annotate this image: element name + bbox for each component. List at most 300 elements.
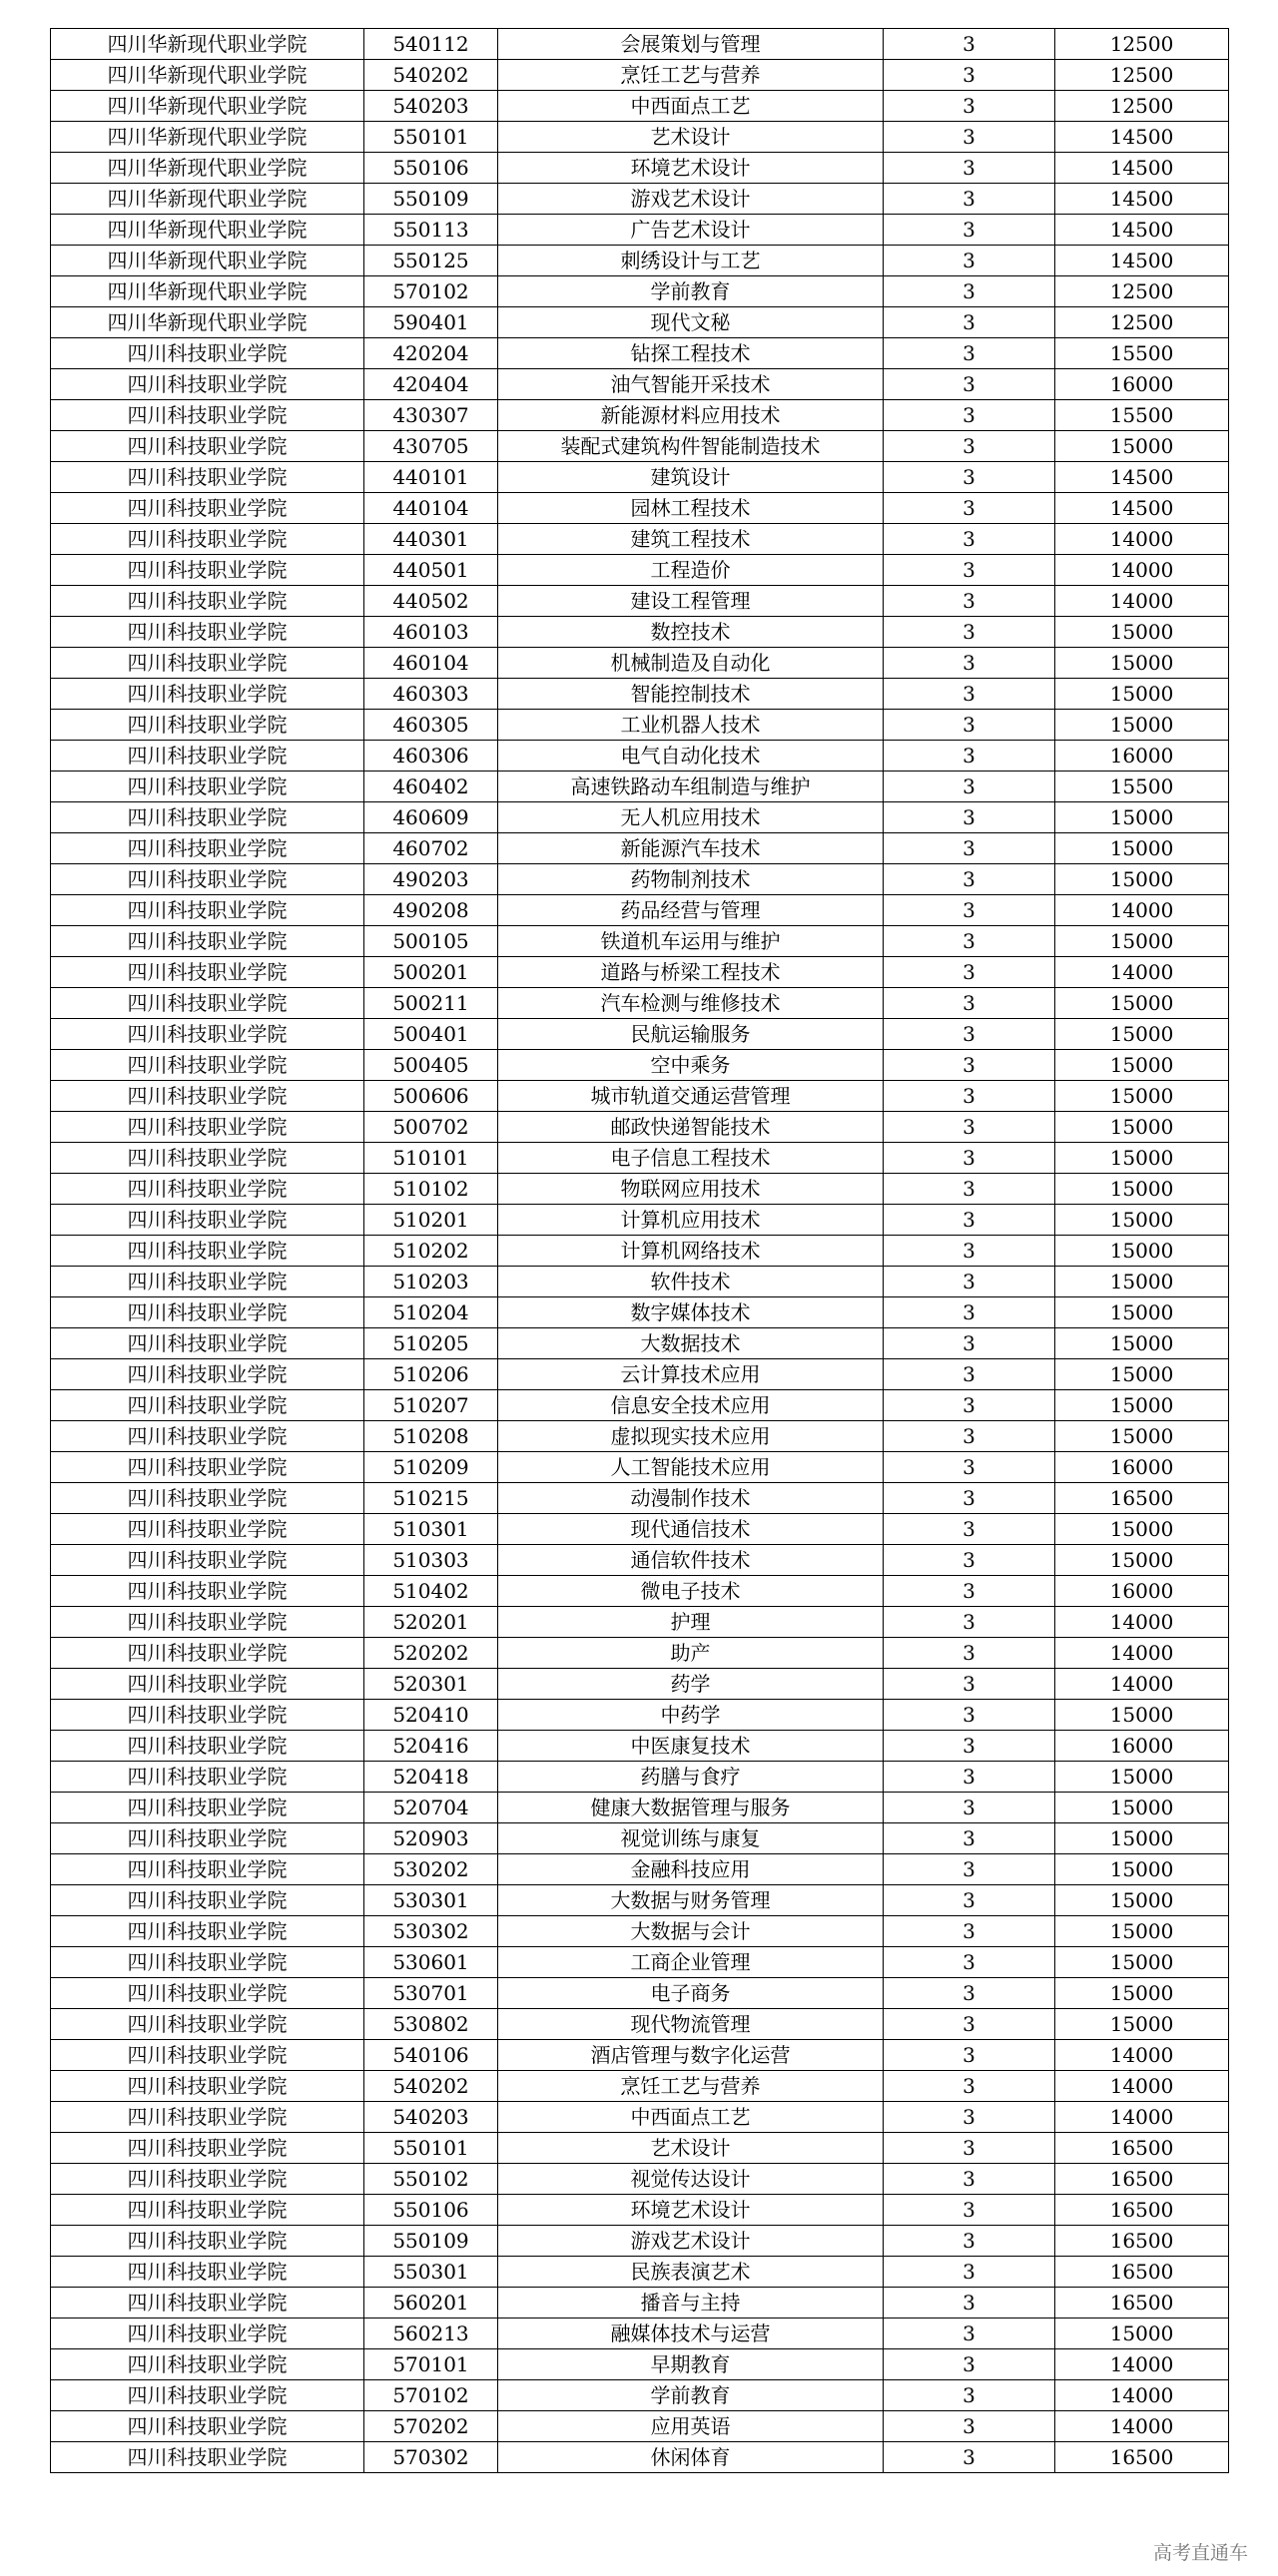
major-name-cell: 工程造价 <box>498 555 884 586</box>
tuition-cell: 14000 <box>1055 1607 1229 1638</box>
major-code-cell: 570102 <box>364 2380 498 2411</box>
tuition-cell: 16500 <box>1055 2133 1229 2164</box>
major-code-cell: 530202 <box>364 1854 498 1885</box>
major-code-cell: 540202 <box>364 60 498 91</box>
school-name-cell: 四川科技职业学院 <box>51 2442 364 2473</box>
school-name-cell: 四川科技职业学院 <box>51 1359 364 1390</box>
table-row <box>51 1421 1229 1452</box>
major-name-cell: 新能源材料应用技术 <box>498 400 884 431</box>
major-name-cell: 应用英语 <box>498 2411 884 2442</box>
major-name-cell: 中西面点工艺 <box>498 91 884 122</box>
table-row <box>51 1700 1229 1731</box>
major-name-cell: 游戏艺术设计 <box>498 184 884 215</box>
major-name-cell: 空中乘务 <box>498 1050 884 1081</box>
major-name-cell: 学前教育 <box>498 276 884 307</box>
major-name-cell: 建设工程管理 <box>498 586 884 617</box>
duration-cell: 3 <box>884 2195 1055 2226</box>
duration-cell: 3 <box>884 2133 1055 2164</box>
tuition-cell: 15000 <box>1055 1143 1229 1174</box>
watermark-label: 高考直通车 <box>1152 2542 1248 2564</box>
duration-cell: 3 <box>884 710 1055 741</box>
tuition-cell: 15000 <box>1055 1700 1229 1731</box>
major-name-cell: 休闲体育 <box>498 2442 884 2473</box>
table-row <box>51 1174 1229 1205</box>
duration-cell: 3 <box>884 2257 1055 2288</box>
major-code-cell: 550106 <box>364 2195 498 2226</box>
duration-cell: 3 <box>884 246 1055 276</box>
tuition-cell: 15000 <box>1055 1081 1229 1112</box>
major-code-cell: 510204 <box>364 1297 498 1328</box>
major-code-cell: 490208 <box>364 895 498 926</box>
school-name-cell: 四川科技职业学院 <box>51 1081 364 1112</box>
table-row <box>51 2442 1229 2473</box>
duration-cell: 3 <box>884 772 1055 802</box>
major-code-cell: 550109 <box>364 2226 498 2257</box>
school-name-cell: 四川科技职业学院 <box>51 2380 364 2411</box>
major-code-cell: 420204 <box>364 338 498 369</box>
duration-cell: 3 <box>884 1793 1055 1823</box>
major-code-cell: 500211 <box>364 988 498 1019</box>
school-name-cell: 四川科技职业学院 <box>51 1793 364 1823</box>
tuition-cell: 16000 <box>1055 1452 1229 1483</box>
school-name-cell: 四川科技职业学院 <box>51 2071 364 2102</box>
major-name-cell: 汽车检测与维修技术 <box>498 988 884 1019</box>
major-code-cell: 420404 <box>364 369 498 400</box>
table-row <box>51 555 1229 586</box>
major-code-cell: 550102 <box>364 2164 498 2195</box>
table-row <box>51 864 1229 895</box>
major-code-cell: 570102 <box>364 276 498 307</box>
major-name-cell: 建筑设计 <box>498 462 884 493</box>
major-code-cell: 440501 <box>364 555 498 586</box>
duration-cell: 3 <box>884 2071 1055 2102</box>
major-code-cell: 530802 <box>364 2009 498 2040</box>
table-row <box>51 1205 1229 1236</box>
duration-cell: 3 <box>884 215 1055 246</box>
tuition-cell: 16000 <box>1055 369 1229 400</box>
table-row <box>51 1390 1229 1421</box>
school-name-cell: 四川华新现代职业学院 <box>51 307 364 338</box>
school-name-cell: 四川科技职业学院 <box>51 1421 364 1452</box>
major-name-cell: 城市轨道交通运营管理 <box>498 1081 884 1112</box>
table-row <box>51 1236 1229 1267</box>
school-name-cell: 四川科技职业学院 <box>51 1762 364 1793</box>
school-name-cell: 四川科技职业学院 <box>51 2318 364 2349</box>
tuition-cell: 15000 <box>1055 1947 1229 1978</box>
tuition-cell: 12500 <box>1055 29 1229 60</box>
duration-cell: 3 <box>884 60 1055 91</box>
tuition-cell: 15000 <box>1055 1823 1229 1854</box>
duration-cell: 3 <box>884 1050 1055 1081</box>
duration-cell: 3 <box>884 864 1055 895</box>
major-code-cell: 570202 <box>364 2411 498 2442</box>
major-name-cell: 建筑工程技术 <box>498 524 884 555</box>
duration-cell: 3 <box>884 2411 1055 2442</box>
school-name-cell: 四川科技职业学院 <box>51 1576 364 1607</box>
duration-cell: 3 <box>884 1205 1055 1236</box>
major-name-cell: 物联网应用技术 <box>498 1174 884 1205</box>
major-name-cell: 艺术设计 <box>498 2133 884 2164</box>
duration-cell: 3 <box>884 1885 1055 1916</box>
major-name-cell: 信息安全技术应用 <box>498 1390 884 1421</box>
tuition-cell: 15000 <box>1055 2009 1229 2040</box>
table-row <box>51 1297 1229 1328</box>
major-name-cell: 虚拟现实技术应用 <box>498 1421 884 1452</box>
school-name-cell: 四川科技职业学院 <box>51 648 364 679</box>
table-row <box>51 1607 1229 1638</box>
school-name-cell: 四川科技职业学院 <box>51 1916 364 1947</box>
duration-cell: 3 <box>884 1297 1055 1328</box>
major-code-cell: 460306 <box>364 741 498 772</box>
table-row <box>51 400 1229 431</box>
duration-cell: 3 <box>884 369 1055 400</box>
school-name-cell: 四川科技职业学院 <box>51 741 364 772</box>
duration-cell: 3 <box>884 1390 1055 1421</box>
table-row <box>51 926 1229 957</box>
major-name-cell: 学前教育 <box>498 2380 884 2411</box>
tuition-cell: 14500 <box>1055 215 1229 246</box>
tuition-cell: 14000 <box>1055 524 1229 555</box>
tuition-cell: 14500 <box>1055 462 1229 493</box>
major-code-cell: 500702 <box>364 1112 498 1143</box>
table-row <box>51 802 1229 833</box>
major-name-cell: 邮政快递智能技术 <box>498 1112 884 1143</box>
tuition-cell: 15000 <box>1055 926 1229 957</box>
major-name-cell: 园林工程技术 <box>498 493 884 524</box>
school-name-cell: 四川科技职业学院 <box>51 1514 364 1545</box>
tuition-cell: 15000 <box>1055 1916 1229 1947</box>
major-code-cell: 510301 <box>364 1514 498 1545</box>
table-row <box>51 493 1229 524</box>
duration-cell: 3 <box>884 2288 1055 2318</box>
school-name-cell: 四川科技职业学院 <box>51 772 364 802</box>
major-code-cell: 550101 <box>364 2133 498 2164</box>
duration-cell: 3 <box>884 1978 1055 2009</box>
table-row <box>51 1669 1229 1700</box>
duration-cell: 3 <box>884 1267 1055 1297</box>
major-name-cell: 高速铁路动车组制造与维护 <box>498 772 884 802</box>
duration-cell: 3 <box>884 741 1055 772</box>
major-code-cell: 570101 <box>364 2349 498 2380</box>
tuition-cell: 15000 <box>1055 679 1229 710</box>
tuition-cell: 16500 <box>1055 2164 1229 2195</box>
table-row <box>51 1916 1229 1947</box>
school-name-cell: 四川科技职业学院 <box>51 957 364 988</box>
school-name-cell: 四川科技职业学院 <box>51 1823 364 1854</box>
major-name-cell: 人工智能技术应用 <box>498 1452 884 1483</box>
school-name-cell: 四川科技职业学院 <box>51 1978 364 2009</box>
duration-cell: 3 <box>884 2040 1055 2071</box>
major-code-cell: 460303 <box>364 679 498 710</box>
major-name-cell: 道路与桥梁工程技术 <box>498 957 884 988</box>
school-name-cell: 四川科技职业学院 <box>51 462 364 493</box>
major-name-cell: 智能控制技术 <box>498 679 884 710</box>
duration-cell: 3 <box>884 2009 1055 2040</box>
table-row <box>51 1762 1229 1793</box>
major-code-cell: 540106 <box>364 2040 498 2071</box>
school-name-cell: 四川科技职业学院 <box>51 524 364 555</box>
major-name-cell: 电气自动化技术 <box>498 741 884 772</box>
duration-cell: 3 <box>884 1607 1055 1638</box>
school-name-cell: 四川科技职业学院 <box>51 1267 364 1297</box>
school-name-cell: 四川科技职业学院 <box>51 1297 364 1328</box>
major-code-cell: 560213 <box>364 2318 498 2349</box>
tuition-cell: 16500 <box>1055 2195 1229 2226</box>
tuition-cell: 14000 <box>1055 2411 1229 2442</box>
duration-cell: 3 <box>884 1328 1055 1359</box>
tuition-cell: 15000 <box>1055 833 1229 864</box>
major-code-cell: 520416 <box>364 1731 498 1762</box>
duration-cell: 3 <box>884 1762 1055 1793</box>
major-code-cell: 510102 <box>364 1174 498 1205</box>
major-name-cell: 广告艺术设计 <box>498 215 884 246</box>
table-row <box>51 338 1229 369</box>
major-code-cell: 510101 <box>364 1143 498 1174</box>
duration-cell: 3 <box>884 29 1055 60</box>
major-name-cell: 药膳与食疗 <box>498 1762 884 1793</box>
major-name-cell: 烹饪工艺与营养 <box>498 2071 884 2102</box>
table-row <box>51 2102 1229 2133</box>
duration-cell: 3 <box>884 1452 1055 1483</box>
table-row <box>51 2349 1229 2380</box>
major-name-cell: 计算机网络技术 <box>498 1236 884 1267</box>
school-name-cell: 四川科技职业学院 <box>51 1638 364 1669</box>
duration-cell: 3 <box>884 1081 1055 1112</box>
school-name-cell: 四川科技职业学院 <box>51 2288 364 2318</box>
school-name-cell: 四川科技职业学院 <box>51 926 364 957</box>
major-name-cell: 药学 <box>498 1669 884 1700</box>
tuition-cell: 15000 <box>1055 1762 1229 1793</box>
tuition-cell: 14000 <box>1055 2102 1229 2133</box>
tuition-cell: 14500 <box>1055 122 1229 153</box>
school-name-cell: 四川科技职业学院 <box>51 2226 364 2257</box>
school-name-cell: 四川科技职业学院 <box>51 2349 364 2380</box>
table-row <box>51 833 1229 864</box>
duration-cell: 3 <box>884 1700 1055 1731</box>
tuition-cell: 15000 <box>1055 431 1229 462</box>
major-name-cell: 数控技术 <box>498 617 884 648</box>
school-name-cell: 四川科技职业学院 <box>51 617 364 648</box>
school-name-cell: 四川科技职业学院 <box>51 2009 364 2040</box>
duration-cell: 3 <box>884 338 1055 369</box>
table-row <box>51 2226 1229 2257</box>
major-name-cell: 工商企业管理 <box>498 1947 884 1978</box>
table-row <box>51 1545 1229 1576</box>
school-name-cell: 四川华新现代职业学院 <box>51 91 364 122</box>
major-code-cell: 460702 <box>364 833 498 864</box>
tuition-cell: 15500 <box>1055 400 1229 431</box>
duration-cell: 3 <box>884 1483 1055 1514</box>
major-name-cell: 钻探工程技术 <box>498 338 884 369</box>
major-name-cell: 工业机器人技术 <box>498 710 884 741</box>
table-row <box>51 1576 1229 1607</box>
major-name-cell: 新能源汽车技术 <box>498 833 884 864</box>
major-code-cell: 550301 <box>364 2257 498 2288</box>
major-code-cell: 500405 <box>364 1050 498 1081</box>
tuition-cell: 15000 <box>1055 1854 1229 1885</box>
major-code-cell: 460402 <box>364 772 498 802</box>
table-row <box>51 1359 1229 1390</box>
major-name-cell: 大数据与财务管理 <box>498 1885 884 1916</box>
tuition-cell: 16500 <box>1055 2226 1229 2257</box>
school-name-cell: 四川华新现代职业学院 <box>51 276 364 307</box>
table-row <box>51 988 1229 1019</box>
major-name-cell: 融媒体技术与运营 <box>498 2318 884 2349</box>
table-row <box>51 1112 1229 1143</box>
table-row <box>51 2411 1229 2442</box>
school-name-cell: 四川科技职业学院 <box>51 431 364 462</box>
tuition-cell: 15000 <box>1055 1205 1229 1236</box>
school-name-cell: 四川科技职业学院 <box>51 1143 364 1174</box>
major-name-cell: 金融科技应用 <box>498 1854 884 1885</box>
major-name-cell: 药物制剂技术 <box>498 864 884 895</box>
tuition-cell: 14000 <box>1055 1669 1229 1700</box>
tuition-cell: 15000 <box>1055 1267 1229 1297</box>
tuition-table <box>50 28 1229 2473</box>
table-row <box>51 184 1229 215</box>
table-row <box>51 772 1229 802</box>
major-code-cell: 440301 <box>364 524 498 555</box>
table-row <box>51 462 1229 493</box>
table-row <box>51 586 1229 617</box>
table-row <box>51 2071 1229 2102</box>
major-code-cell: 510215 <box>364 1483 498 1514</box>
tuition-cell: 15000 <box>1055 988 1229 1019</box>
major-code-cell: 510303 <box>364 1545 498 1576</box>
tuition-cell: 16500 <box>1055 2257 1229 2288</box>
duration-cell: 3 <box>884 1731 1055 1762</box>
major-code-cell: 440101 <box>364 462 498 493</box>
major-code-cell: 520201 <box>364 1607 498 1638</box>
major-code-cell: 510202 <box>364 1236 498 1267</box>
major-code-cell: 520301 <box>364 1669 498 1700</box>
tuition-cell: 16500 <box>1055 2288 1229 2318</box>
school-name-cell: 四川华新现代职业学院 <box>51 215 364 246</box>
tuition-cell: 15000 <box>1055 1328 1229 1359</box>
school-name-cell: 四川华新现代职业学院 <box>51 29 364 60</box>
tuition-cell: 16000 <box>1055 1731 1229 1762</box>
school-name-cell: 四川科技职业学院 <box>51 1854 364 1885</box>
school-name-cell: 四川科技职业学院 <box>51 1112 364 1143</box>
table-row <box>51 679 1229 710</box>
table-row <box>51 1483 1229 1514</box>
major-code-cell: 510208 <box>364 1421 498 1452</box>
major-code-cell: 460103 <box>364 617 498 648</box>
school-name-cell: 四川科技职业学院 <box>51 864 364 895</box>
tuition-cell: 15000 <box>1055 1793 1229 1823</box>
school-name-cell: 四川科技职业学院 <box>51 2133 364 2164</box>
table-row <box>51 524 1229 555</box>
duration-cell: 3 <box>884 1143 1055 1174</box>
major-code-cell: 460609 <box>364 802 498 833</box>
table-row <box>51 1452 1229 1483</box>
tuition-cell: 14500 <box>1055 246 1229 276</box>
tuition-cell: 12500 <box>1055 91 1229 122</box>
tuition-cell: 15500 <box>1055 338 1229 369</box>
duration-cell: 3 <box>884 802 1055 833</box>
major-code-cell: 510209 <box>364 1452 498 1483</box>
major-code-cell: 520418 <box>364 1762 498 1793</box>
major-code-cell: 510402 <box>364 1576 498 1607</box>
school-name-cell: 四川科技职业学院 <box>51 2195 364 2226</box>
duration-cell: 3 <box>884 679 1055 710</box>
table-row <box>51 895 1229 926</box>
major-code-cell: 540203 <box>364 2102 498 2133</box>
major-code-cell: 530601 <box>364 1947 498 1978</box>
tuition-cell: 14000 <box>1055 2380 1229 2411</box>
school-name-cell: 四川科技职业学院 <box>51 1483 364 1514</box>
school-name-cell: 四川科技职业学院 <box>51 1545 364 1576</box>
table-row <box>51 307 1229 338</box>
table-row <box>51 2164 1229 2195</box>
table-row <box>51 1823 1229 1854</box>
major-code-cell: 520202 <box>364 1638 498 1669</box>
table-row <box>51 1050 1229 1081</box>
major-code-cell: 430307 <box>364 400 498 431</box>
tuition-cell: 14000 <box>1055 586 1229 617</box>
table-row <box>51 2318 1229 2349</box>
major-name-cell: 无人机应用技术 <box>498 802 884 833</box>
duration-cell: 3 <box>884 307 1055 338</box>
tuition-cell: 15000 <box>1055 1885 1229 1916</box>
table-row <box>51 2257 1229 2288</box>
tuition-cell: 14500 <box>1055 493 1229 524</box>
school-name-cell: 四川科技职业学院 <box>51 1236 364 1267</box>
table-row <box>51 2195 1229 2226</box>
duration-cell: 3 <box>884 648 1055 679</box>
table-row <box>51 91 1229 122</box>
tuition-cell: 15500 <box>1055 772 1229 802</box>
school-name-cell: 四川华新现代职业学院 <box>51 246 364 276</box>
tuition-cell: 12500 <box>1055 60 1229 91</box>
school-name-cell: 四川华新现代职业学院 <box>51 122 364 153</box>
major-name-cell: 中医康复技术 <box>498 1731 884 1762</box>
major-name-cell: 电子商务 <box>498 1978 884 2009</box>
major-code-cell: 440104 <box>364 493 498 524</box>
school-name-cell: 四川科技职业学院 <box>51 338 364 369</box>
school-name-cell: 四川科技职业学院 <box>51 2102 364 2133</box>
duration-cell: 3 <box>884 586 1055 617</box>
tuition-cell: 14000 <box>1055 1638 1229 1669</box>
major-code-cell: 550106 <box>364 153 498 184</box>
table-row <box>51 431 1229 462</box>
duration-cell: 3 <box>884 1669 1055 1700</box>
duration-cell: 3 <box>884 493 1055 524</box>
school-name-cell: 四川科技职业学院 <box>51 369 364 400</box>
duration-cell: 3 <box>884 926 1055 957</box>
duration-cell: 3 <box>884 1916 1055 1947</box>
table-row <box>51 153 1229 184</box>
major-name-cell: 护理 <box>498 1607 884 1638</box>
major-code-cell: 560201 <box>364 2288 498 2318</box>
table-row <box>51 1081 1229 1112</box>
school-name-cell: 四川科技职业学院 <box>51 1607 364 1638</box>
school-name-cell: 四川科技职业学院 <box>51 1019 364 1050</box>
school-name-cell: 四川科技职业学院 <box>51 833 364 864</box>
duration-cell: 3 <box>884 555 1055 586</box>
tuition-cell: 14500 <box>1055 153 1229 184</box>
school-name-cell: 四川科技职业学院 <box>51 586 364 617</box>
tuition-cell: 14000 <box>1055 555 1229 586</box>
major-name-cell: 铁道机车运用与维护 <box>498 926 884 957</box>
major-name-cell: 大数据与会计 <box>498 1916 884 1947</box>
tuition-cell: 15000 <box>1055 2318 1229 2349</box>
duration-cell: 3 <box>884 1514 1055 1545</box>
duration-cell: 3 <box>884 524 1055 555</box>
major-name-cell: 药品经营与管理 <box>498 895 884 926</box>
duration-cell: 3 <box>884 895 1055 926</box>
duration-cell: 3 <box>884 2102 1055 2133</box>
